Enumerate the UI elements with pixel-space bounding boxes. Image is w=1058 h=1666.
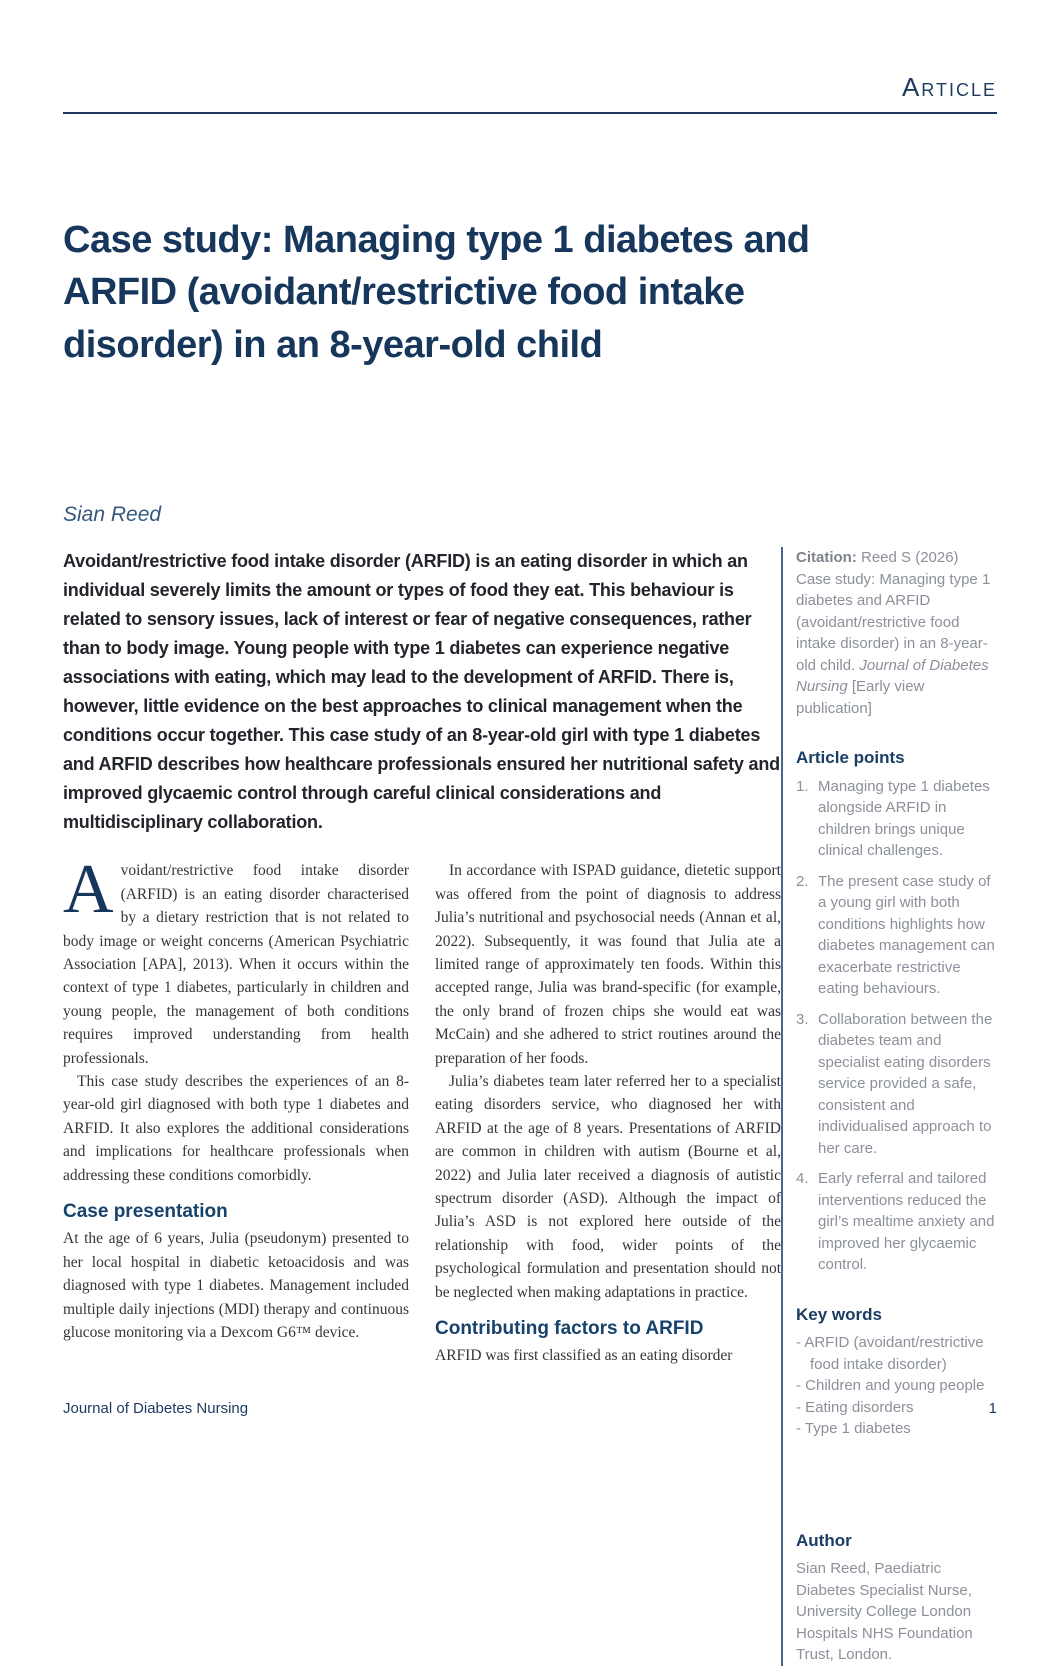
keywords-list	[796, 1332, 997, 1440]
main-column	[63, 547, 781, 1666]
paragraph: In accordance with ISPAD guidance, dietetic support was offered from the point of diagnosis to address Julia’s nutritional and psychosocial needs (Annan et al, 2022). Subsequently, it was found that Julia ate a limited range of approximately ten foods. Within this accepted range, Julia was brand-specific (for example, the only brand of frozen chips she would eat was McCain) and she adhered to strict routines around the preparation of her foods.	[435, 862, 781, 1067]
page-footer	[63, 1400, 997, 1417]
point-text: Early referral and tailored interventions reduced the girl’s mealtime anxiety and improved her glycaemic control.	[818, 1170, 995, 1274]
keyword-item: - Children and young people	[796, 1377, 985, 1395]
body-column-1	[63, 851, 409, 1368]
paragraph-text: voidant/restrictive food intake disorder (ARFID) is an eating disorder characterised by a dietary restriction that is not related to body image or weight concerns (American Psychiatric Association [APA], 2013). When it occurs within the context of type 1 diabetes, particularly in children and young people, the management of both conditions requires improved understanding from health professionals.	[63, 862, 409, 1067]
point-text: Managing type 1 diabetes alongside ARFID in children brings unique clinical challenges.	[818, 777, 990, 860]
page-header	[63, 74, 997, 100]
citation-label: Citation:	[796, 549, 857, 567]
article-point	[796, 1009, 997, 1160]
point-number: 2.	[796, 872, 809, 890]
citation	[796, 547, 997, 719]
citation-suffix: [Early view publication]	[796, 678, 925, 717]
author-byline: Sian Reed	[63, 503, 162, 527]
citation-journal-name: Journal of Diabetes Nursing	[796, 656, 989, 696]
page-title: Case study: Managing type 1 diabetes and ARFID (avoidant/restrictive food intake disorder) in an 8-year-old child	[63, 219, 810, 366]
point-number: 1.	[796, 777, 809, 795]
dropcap-letter: A	[63, 851, 114, 929]
paragraph: At the age of 6 years, Julia (pseudonym) presented to her local hospital in diabetic ketoacidosis and was diagnosed with type 1 diabetes. Management included multiple daily injections (MDI) therapy and continuous glucose monitoring via a Dexcom G6™ device.	[63, 1230, 409, 1342]
article-point	[796, 1168, 997, 1276]
article-points-list	[796, 776, 997, 1276]
author-heading: Author	[796, 1530, 852, 1550]
article-point	[796, 776, 997, 862]
author-block	[796, 1530, 997, 1666]
body-column-2	[435, 859, 781, 1368]
keywords-heading: Key words	[796, 1304, 882, 1324]
citation-text: Reed S (2026) Case study: Managing type 1 diabetes and ARFID (avoidant/restrictive food intake disorder) in an 8-year-old child.	[796, 549, 991, 674]
keyword-item: - Eating disorders	[796, 1398, 914, 1416]
point-text: Collaboration between the diabetes team and specialist eating disorders service provided a safe, consistent and individualised approach to her care.	[818, 1010, 993, 1157]
section-heading-case-presentation: Case presentation	[63, 1201, 228, 1222]
header-rule	[63, 112, 997, 114]
article-points-heading: Article points	[796, 748, 905, 768]
keyword-item: - ARFID (avoidant/restrictive food intake disorder)	[796, 1334, 984, 1373]
author-affiliation: Sian Reed, Paediatric Diabetes Specialist Nurse, University College London Hospitals NHS Foundation Trust, London.	[796, 1560, 973, 1664]
point-number: 4.	[796, 1170, 809, 1188]
paragraph: Julia’s diabetes team later referred her to a specialist eating disorders service, who diagnosed her with ARFID at the age of 8 years. Presentations of ARFID are common in children with autism (Bourne et al, 2022) and Julia later received a diagnosis of autistic spectrum disorder (ASD). Although the impact of Julia’s ASD is not explored here outside of the relationship with food, wider points of the psychological formulation and presentation should not be neglected when making adaptations in practice.	[435, 1072, 781, 1301]
article-point	[796, 871, 997, 1000]
sidebar	[781, 547, 997, 1666]
paragraph: This case study describes the experiences of an 8-year-old girl diagnosed with both type 1 diabetes and ARFID. It also explores the additional considerations and implications for healthcare professionals when addressing these conditions comorbidly.	[63, 1072, 409, 1184]
point-text: The present case study of a young girl with both conditions highlights how diabetes management can exacerbate restrictive eating behaviours.	[818, 872, 995, 998]
body-columns	[63, 851, 781, 1368]
paragraph	[63, 851, 409, 1070]
footer-page-number: 1	[988, 1400, 997, 1417]
content-area	[63, 547, 997, 1666]
footer-journal-name: Journal of Diabetes Nursing	[63, 1400, 249, 1417]
article-kicker-label: Article	[901, 72, 997, 102]
section-heading-contributing-factors: Contributing factors to ARFID	[435, 1318, 704, 1340]
abstract: Avoidant/restrictive food intake disorder (ARFID) is an eating disorder in which an individual severely limits the amount or types of food they eat. This behaviour is related to sensory issues, lack of interest or fear of negative consequences, rather than to body image. Young people with type 1 diabetes can experience negative associations with eating, which may lead to the development of ARFID. There is, however, little evidence on the best approaches to clinical management when the conditions occur together. This case study of an 8-year-old girl with type 1 diabetes and ARFID describes how healthcare professionals ensured her nutritional safety and improved glycaemic control through careful clinical considerations and multidisciplinary collaboration.	[63, 551, 780, 833]
point-number: 3.	[796, 1010, 809, 1028]
keyword-item: - Type 1 diabetes	[796, 1420, 911, 1438]
paragraph: ARFID was first classified as an eating disorder	[435, 1347, 733, 1365]
